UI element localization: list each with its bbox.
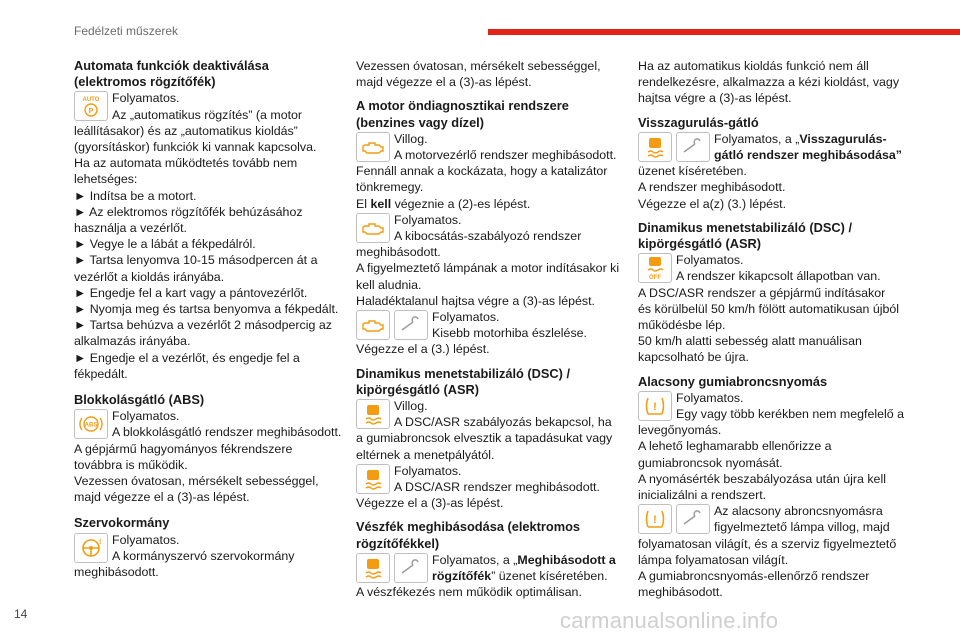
- wrench-icon: [394, 553, 428, 583]
- header-accent-bar: [488, 29, 960, 35]
- section-power-steering: Szervokormány ! Folyamatos. A kormányszervó szervokormány meghibásodott.: [74, 515, 342, 580]
- svg-text:!: !: [99, 538, 102, 546]
- svg-text:P: P: [88, 108, 94, 116]
- wrench-icon: [676, 132, 710, 162]
- skidding-car-icon: [356, 399, 390, 429]
- wrench-icon: [676, 504, 710, 534]
- section-hill-start-assist: Visszagurulás-gátló Folyamatos, a „Visszagurulás- gátló rendszer meghibásodása” üzenet kíséretében. A rendszer meghibásodott. Végezze el a(z) (3.) lépést.: [638, 115, 906, 212]
- skidding-car-icon: [638, 132, 672, 162]
- svg-text:!: !: [653, 400, 657, 413]
- section-abs: Blokkolásgátló (ABS) ABS Folyamatos. A blokkolásgátló rendszer meghibásodott. A gépjármű hagyományos fékrendszere továbbra is működik. Vezessen óvatosan, mérsékelt sebességgel, majd végezze el a (3)-as lépést.: [74, 392, 342, 505]
- auto-brake-off-icon: [74, 91, 108, 121]
- engine-icon: [356, 213, 390, 243]
- section-title: Blokkolásgátló (ABS): [74, 392, 205, 408]
- engine-icon: [356, 310, 390, 340]
- section-title: Alacsony gumiabroncsnyomás: [638, 373, 828, 389]
- engine-icon: [356, 132, 390, 162]
- section-engine-diagnostics: A motor öndiagnosztikai rendszere (benzines vagy dízel) Villog. A motorvezérlő rendszer meghibásodott. Fennáll annak a kockázata, hogy a katalizátor tönkremegy. El kell végeznie a (2)-es lépést. Folyamatos. A kibocsátás-szabályozó rendszer meghibásodott. A figyelmeztető lámpának a motor indításakor ki kell aludnia. Haladéktalanul hajtsa végre a (3)-as lépést. Folyamatos. Kisebb motorhiba észlelése. Végezze el a (3.) lépést.: [356, 98, 624, 357]
- tyre-pressure-icon: [638, 391, 672, 421]
- section-dsc-asr-off: Dinamikus menetstabilizáló (DSC) / kipörgésgátló (ASR) OFF Folyamatos. A rendszer kikapcsolt állapotban van. A DSC/ASR rendszer a gépjármű indításakor és körülbelül 50 km/h fölött automatikusan újból működésbe lép. 50 km/h alatti sebesség alatt manuálisan kapcsolható be újra.: [638, 220, 906, 366]
- section-title: Vészfék meghibásodása (elektromos rögzítőfékkel): [356, 519, 581, 551]
- section-title: A motor öndiagnosztikai rendszere (benzines vagy dízel): [356, 98, 569, 130]
- steering-wheel-icon: [74, 533, 108, 563]
- dsc-off-icon: [638, 253, 672, 283]
- page-number: 14: [14, 607, 28, 621]
- section-continued: Ha az automatikus kioldás funkció nem áll rendelkezésre, alkalmazza a kézi kioldást, vagy hajtsa végre a (3)-as lépést.: [638, 59, 900, 106]
- section-title: Szervokormány: [74, 515, 170, 531]
- svg-text:ABS: ABS: [84, 422, 98, 429]
- skidding-car-icon: [356, 553, 390, 583]
- section-title: Dinamikus menetstabilizáló (DSC) / kipörgésgátló (ASR): [356, 365, 571, 397]
- section-title: Visszagurulás-gátló: [638, 114, 759, 130]
- section-low-tyre-pressure: Alacsony gumiabroncsnyomás ! Folyamatos. Egy vagy több kerékben nem megfelelő a levegőnyomás. A lehető leghamarabb ellenőrizze a gumiabroncsok nyomását. A nyomásérték beszabályozása után újra kell inicializálni a rendszert. ! Az alacsony abroncsnyomásra figyelmeztető lámpa villog, majd folyamatosan világít, és a szerviz figyelmeztető lámpa folyamatosan világít. A gumiabroncsnyomás-ellenőrző rendszer meghibásodott.: [638, 373, 904, 600]
- abs-icon: [74, 409, 108, 439]
- section-title: Dinamikus menetstabilizáló (DSC) / kipörgésgátló (ASR): [638, 219, 853, 252]
- header-title: Fedélzeti műszerek: [74, 24, 179, 38]
- section-title: Automata funkciók deaktiválása (elektromos rögzítőfék): [74, 58, 269, 90]
- section-dsc-asr: Dinamikus menetstabilizáló (DSC) / kipörgésgátló (ASR) Villog. A DSC/ASR szabályozás bekapcsol, ha a gumiabroncsok elvesztik a tapadásukat vagy eltérnek a menetpályától. Folyamatos. A DSC/ASR rendszer meghibásodott. Végezze el a (3)-as lépést.: [356, 366, 624, 512]
- watermark: carmanualsonline.info: [560, 608, 779, 633]
- skidding-car-icon: [356, 464, 390, 494]
- svg-text:OFF: OFF: [649, 275, 661, 282]
- wrench-icon: [394, 310, 428, 340]
- tyre-pressure-icon: [638, 504, 672, 534]
- column-2: [356, 58, 624, 607]
- section-continued: Vezessen óvatosan, mérsékelt sebességgel, majd végezze el a (3)-as lépést.: [356, 59, 601, 90]
- column-1: [74, 58, 342, 586]
- svg-text:!: !: [653, 514, 657, 527]
- column-3: [638, 58, 906, 607]
- section-emergency-brake: Vészfék meghibásodása (elektromos rögzítőfékkel) Folyamatos, a „Meghibásodott a rögzítőfék” üzenet kíséretében. A vészfékezés nem működik optimálisan.: [356, 519, 624, 600]
- svg-text:AUTO: AUTO: [82, 97, 100, 104]
- section-auto-functions: Automata funkciók deaktiválása (elektromos rögzítőfék) AUTO P Folyamatos. Az „automatikus rögzítés” (a motor leállításakor) és az „automatikus kioldás” (gyorsításkor) funkciók ki vannak kapcsolva. Ha az automata működtetés tovább nem lehetséges: ► Indítsa be a motort. ► Az elektromos rögzítőfék behúzásához használja a vezérlőt. ► Vegye le a lábát a fékpedálról. ► Tartsa lenyomva 10-15 másodpercen át a vezérlőt a kioldás irányába. ► Engedje fel a kart vagy a pántovezérlőt. ► Nyomja meg és tartsa benyomva a fékpedált. ► Tartsa behúzva a vezérlőt 2 másodpercig az alkalmazás irányába. ► Engedje el a vezérlőt, és engedje fel a fékpedált.: [74, 58, 342, 382]
